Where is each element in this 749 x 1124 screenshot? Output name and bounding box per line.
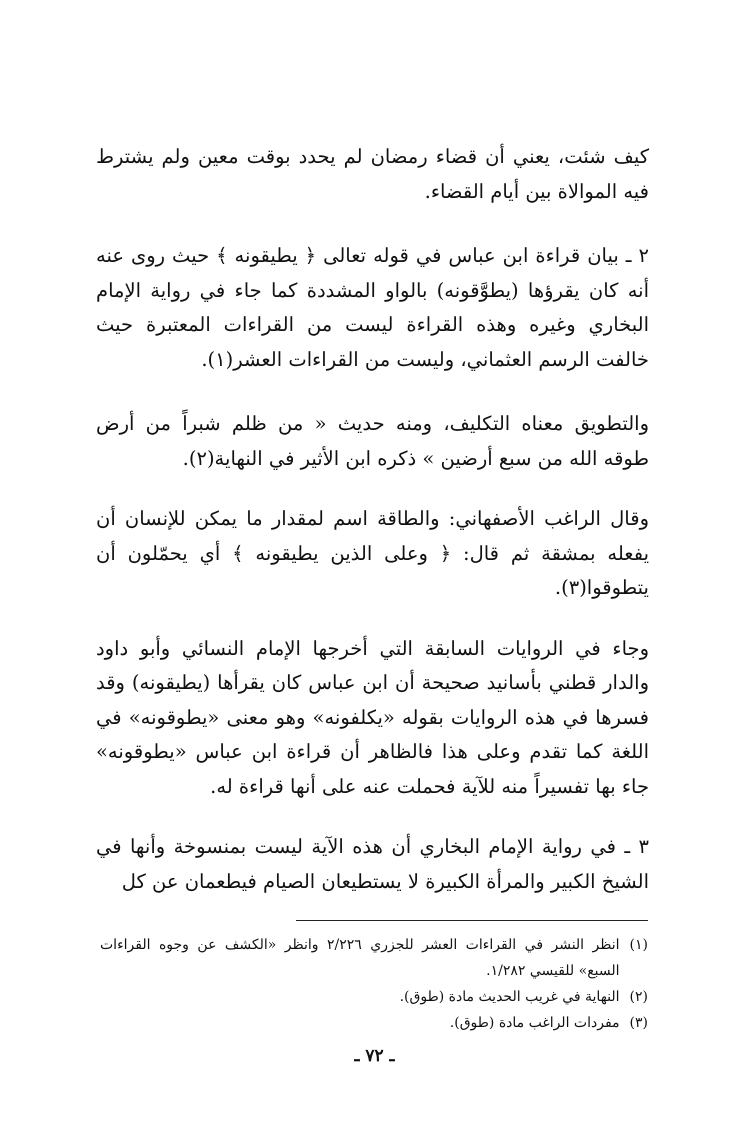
paragraph-1: كيف شئت، يعني أن قضاء رمضان لم يحدد بوقت معين ولم يشترط فيه الموالاة بين أيام القضاء. bbox=[96, 145, 649, 203]
footnote-2 bbox=[100, 984, 648, 1010]
paragraph-2: ٢ ـ بيان قراءة ابن عباس في قوله تعالى ﴿ يطيقونه ﴾ حيث روى عنه أنه كان يقرؤها (يطوَّقونه) بالواو المشددة كما جاء في رواية الإمام البخاري وغيره وهذه القراءة ليست من القراءات المعتبرة حيث خالفت الرسم العثماني، وليست من القراءات العشر(١). bbox=[96, 244, 649, 371]
footnote-3 bbox=[100, 1010, 648, 1036]
footnote-separator bbox=[296, 920, 648, 921]
paragraph-5: وجاء في الروايات السابقة التي أخرجها الإمام النسائي وأبو داود والدار قطني بأسانيد صحيحة أن ابن عباس كان يقرأها (يطيقونه) وقد فسرها في هذه الروايات بقوله «يكلفونه» وهو معنى «يطوقونه» في اللغة كما تقدم وعلى هذا فالظاهر أن قراءة ابن عباس «يطوقونه» جاء بها تفسيراً منه للآية فحملت عنه على أنها قراءة له. bbox=[96, 636, 649, 798]
footnote-text: مفردات الراغب مادة (طوق). bbox=[449, 1015, 620, 1031]
footnote-1 bbox=[100, 932, 648, 984]
page-number: ـ ٧٢ ـ bbox=[354, 1046, 395, 1066]
footnote-number: (٣) bbox=[629, 1015, 648, 1031]
footnote-number: (١) bbox=[629, 937, 648, 953]
paragraph-3: والتطويق معناه التكليف، ومنه حديث « من ظلم شبراً من أرض طوقه الله من سبع أرضين » ذكره ابن الأثير في النهاية(٢). bbox=[96, 412, 649, 470]
paragraph-4: وقال الراغب الأصفهاني: والطاقة اسم لمقدار ما يمكن للإنسان أن يفعله بمشقة ثم قال: ﴿ وعلى الذين يطيقونه ﴾ أي يحمّلون أن يتطوقوا(٣). bbox=[96, 507, 649, 599]
footnote-text: انظر النشر في القراءات العشر للجزري ٢/٢٢٦ وانظر «الكشف عن وجوه القراءات السبع» للقيسي ١/٢٨٢. bbox=[100, 937, 620, 979]
footnotes bbox=[100, 932, 648, 1036]
paragraph-6: ٣ ـ في رواية الإمام البخاري أن هذه الآية ليست بمنسوخة وأنها في الشيخ الكبير والمرأة الكبيرة لا يستطيعان الصيام فيطعمان عن كل bbox=[96, 835, 649, 893]
main-text bbox=[96, 140, 649, 899]
footnote-text: النهاية في غريب الحديث مادة (طوق). bbox=[399, 989, 620, 1005]
footnote-number: (٢) bbox=[629, 989, 648, 1005]
